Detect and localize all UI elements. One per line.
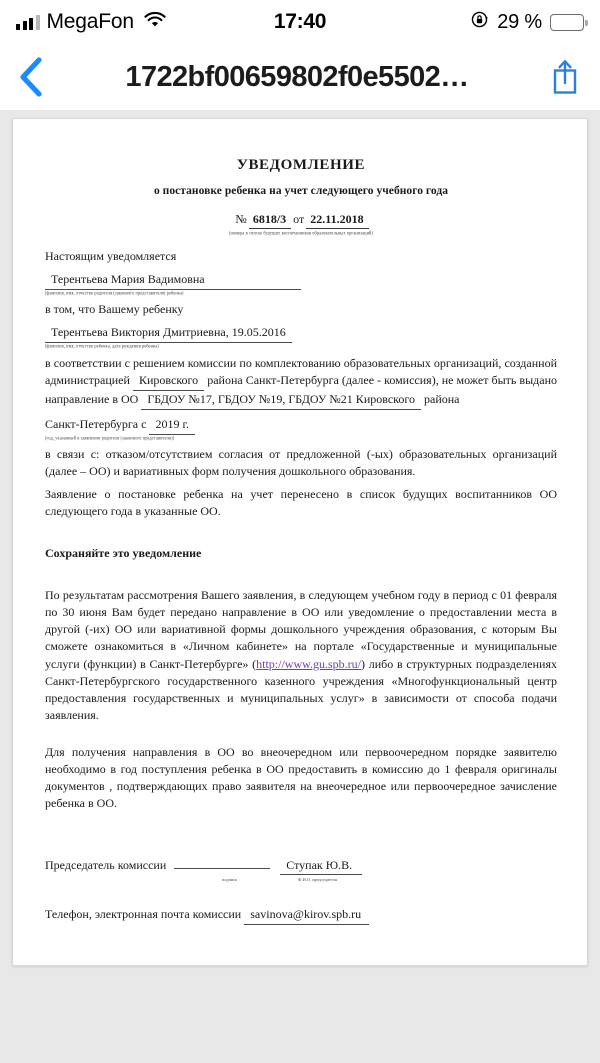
share-icon — [550, 58, 580, 96]
page-title: 1722bf00659802f0e5502… — [125, 60, 469, 93]
date-value: 22.11.2018 — [306, 212, 368, 229]
child-name-row — [45, 324, 557, 343]
info-paragraph — [45, 587, 557, 723]
parent-name-caption: (фамилия, имя, отчество родителя (законного представителя) ребенка) — [45, 289, 184, 296]
portal-link[interactable]: http://www.gu.spb.ru/ — [256, 656, 362, 671]
info-text-part2: ) либо в структурных подразделениях Санкт-Петербургского государственного казенного учреждения «Многофункциональный центр предоставления государственных и муниципальных услуг» в зависимости от способа подачи заявления. — [45, 656, 557, 722]
date-label: от — [293, 212, 305, 226]
priority-paragraph: Для получения направления в ОО во внеочередном или первоочередном порядке заявителю необходимо в год поступления ребенка в ОО предоставить в комиссию до 1 февраля оригиналы документов , подтверждающих право заявителя на внеочередное или первоочередное зачисление ребенка в ОО. — [45, 744, 557, 810]
contact-label: Телефон, электронная почта комиссии — [45, 906, 242, 921]
parent-name-value: Терентьева Мария Вадимовна — [45, 271, 301, 290]
chair-signature-row — [45, 856, 557, 875]
number-value: 6818/3 — [249, 212, 291, 229]
document-page — [12, 118, 588, 966]
document-title: УВЕДОМЛЕНИЕ — [236, 157, 366, 173]
chair-label: Председатель комиссии — [45, 857, 167, 872]
chevron-left-icon — [18, 56, 44, 98]
reason-paragraph: в связи с: отказом/отсутствием согласия от предложенной (-ых) образовательных организаций (далее – ОО) и вариативных форм получения дошкольного образования. — [45, 447, 557, 479]
wifi-icon — [143, 11, 167, 34]
notify-intro: Настоящим уведомляется — [45, 248, 177, 263]
transfer-paragraph: Заявление о постановке ребенка на учет перенесено в список будущих воспитанников ОО следующего года в указанные ОО. — [45, 487, 557, 519]
status-bar-left — [16, 10, 167, 34]
chair-caption: Ф.И.О. председателя — [298, 876, 337, 882]
year-caption: (год, указанный в заявлении родителя (законного представителя)) — [45, 434, 175, 441]
city-line-prefix: Санкт-Петербурга с — [45, 416, 147, 431]
share-button[interactable] — [546, 55, 584, 99]
year-value: 2019 г. — [149, 416, 195, 435]
status-bar-clock: 17:40 — [273, 10, 327, 33]
document-number-line — [45, 212, 557, 229]
contact-email: savinova@kirov.spb.ru — [244, 906, 369, 925]
institutions-value: ГБДОУ №17, ГБДОУ №19, ГБДОУ №21 Кировского — [141, 391, 421, 410]
carrier-label: MegaFon — [46, 10, 134, 33]
decision-text-c: района — [424, 391, 460, 406]
back-button[interactable] — [14, 57, 48, 97]
info-text-part1: По результатам рассмотрения Вашего заявления, в следующем учебном году в период с 01 февраля по 30 июня Вам будет передано направление в ОО или уведомление о предоставлении места в другой (-их) ОО или вариативной формы дошкольного учреждения образования, с которым Вы сможете ознакомиться в «Личном кабинете» на портале «Государственные и муниципальные услуги (функции) в Санкт-Петербурге» ( — [45, 588, 557, 671]
number-caption: (номера в списке будущих воспитанников образовательных организаций) — [228, 230, 374, 236]
battery-percent-label: 29 % — [497, 10, 542, 33]
child-name-value: Терентьева Виктория Дмитриевна, 19.05.2016 — [45, 324, 292, 343]
signature-blank — [174, 856, 270, 869]
status-bar — [0, 0, 600, 44]
parent-name-row — [45, 271, 557, 290]
decision-text-b: района Санкт-Петербурга (далее - комиссия), не может быть выдано направление в ОО — [45, 372, 558, 406]
battery-icon — [550, 14, 584, 31]
document-subtitle: о постановке ребенка на учет следующего учебного года — [153, 185, 449, 197]
rotation-lock-icon — [470, 10, 489, 34]
document-viewer[interactable] — [0, 110, 600, 1063]
chair-name: Ступак Ю.В. — [280, 858, 362, 875]
status-bar-right — [470, 10, 584, 34]
child-name-caption: (фамилия, имя, отчество ребенка, дата рождения ребенка) — [45, 343, 159, 349]
decision-text-a: в соответствии с решением комиссии по комплектованию образовательных организаций, созданной администрацией — [45, 355, 557, 387]
city-year-row — [45, 416, 557, 435]
signature-captions — [45, 877, 557, 886]
document-content — [45, 157, 557, 925]
keep-notice: Сохраняйте это уведомление — [45, 546, 202, 561]
nav-bar — [0, 44, 600, 110]
signal-bars-icon — [16, 15, 40, 30]
contact-row — [45, 906, 557, 925]
signature-caption: подпись — [222, 876, 238, 882]
child-intro: в том, что Вашему ребенку — [45, 302, 184, 317]
district-value: Кировского — [133, 372, 204, 391]
number-prefix: № — [235, 212, 247, 226]
decision-paragraph — [45, 355, 557, 410]
